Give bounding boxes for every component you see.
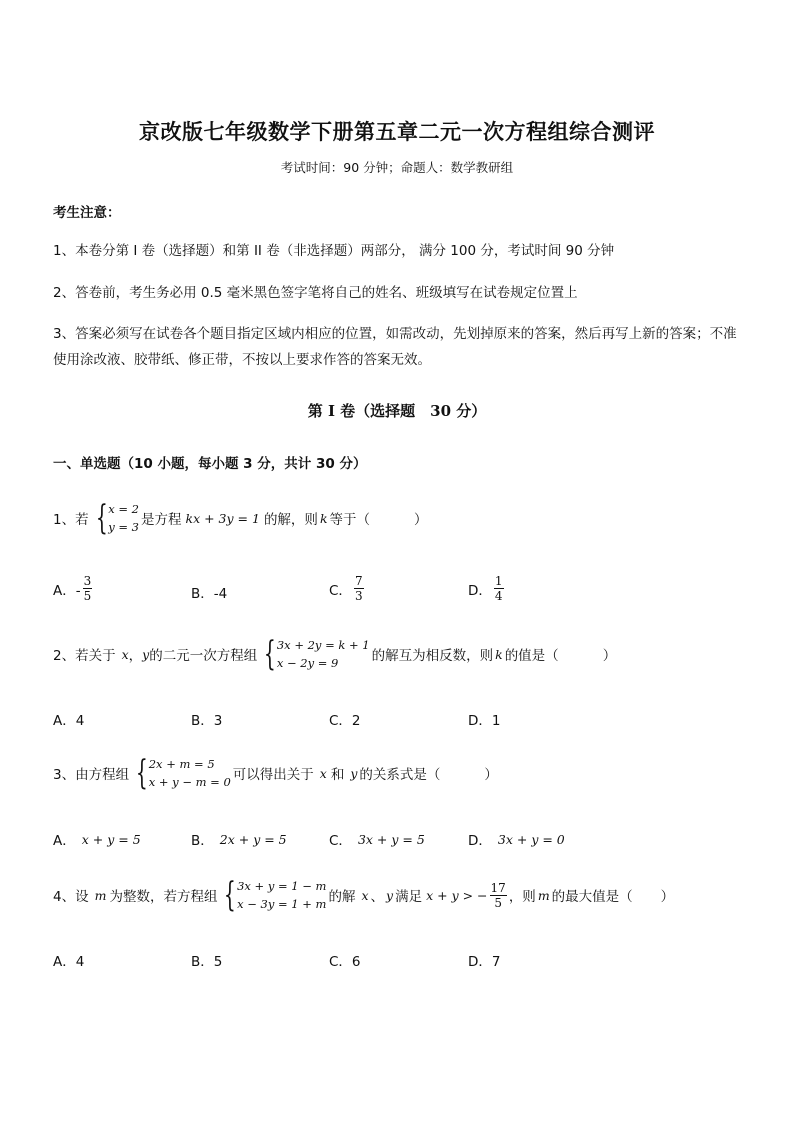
option-a[interactable]: A．4 <box>53 954 85 970</box>
brace-symbol: { <box>95 498 108 538</box>
q1-system <box>91 500 139 536</box>
q4-inequality: x + y > − <box>426 887 488 903</box>
option-a[interactable]: A．4 <box>53 713 85 729</box>
q1-system-eq2: y = 3 <box>108 520 139 534</box>
q2-prefix: 2、若关于 <box>53 648 116 664</box>
option-c[interactable]: C．6 <box>329 954 361 970</box>
q3-suffix: 的关系式是（ <box>359 767 441 783</box>
q4-system-eq1: 3x + y = 1 − m <box>237 879 327 893</box>
notice-item: 2、答卷前，考生务必用 0.5 毫米黑色签字笔将自己的姓名、班级填写在试卷规定位置上 <box>53 285 578 301</box>
exam-info: 考试时间：90 分钟；命题人：数学教研组 <box>280 160 514 175</box>
q3-close: ） <box>484 767 498 783</box>
option-c[interactable]: C． $\frac{7}{3}$ <box>329 574 363 603</box>
question-1 <box>53 500 428 536</box>
fraction: $\frac{7}{3}$ <box>354 574 363 603</box>
q1-mid: 是方程 <box>141 512 182 528</box>
option-a[interactable]: A． x + y = 5 <box>53 831 141 849</box>
q3-system-eq1: 2x + m = 5 <box>148 757 215 771</box>
brace-symbol: { <box>135 753 148 793</box>
q4-mid-a: 为整数，若方程组 <box>109 889 218 905</box>
q2-suffix-a: 的解互为相反数，则 <box>371 648 494 664</box>
q2-system-eq1: 3x + 2y = k + 1 <box>276 638 370 652</box>
q1-variable: k <box>319 510 328 526</box>
q4-prefix: 4、设 <box>53 889 89 905</box>
section-title: 第 I 卷（选择题 30 分） <box>307 402 487 420</box>
option-b[interactable]: B．3 <box>191 713 223 729</box>
option-b[interactable]: B． 2x + y = 5 <box>191 831 287 849</box>
option-d[interactable]: D．7 <box>468 954 501 970</box>
q2-close: ） <box>602 648 617 664</box>
q3-system <box>131 755 231 791</box>
q3-mid: 可以得出关于 <box>232 767 314 783</box>
part-title: 一、单选题（10 小题，每小题 3 分，共计 30 分） <box>53 456 367 472</box>
option-d[interactable]: D． 3x + y = 0 <box>468 831 565 849</box>
q1-suffix-b: 等于（ <box>329 512 371 528</box>
option-d[interactable]: D．1 <box>468 713 501 729</box>
brace-symbol: { <box>264 634 276 674</box>
q3-system-eq2: x + y − m = 0 <box>148 775 231 789</box>
q2-variable: k <box>495 646 503 662</box>
q2-mid: 的二元一次方程组 <box>149 648 258 664</box>
brace-symbol: { <box>224 875 237 915</box>
q3-prefix: 3、由方程组 <box>53 767 130 783</box>
question-4: 4、设 m 为整数，若方程组 { 3x + y = 1 − m x − 3y = 1 + m 的解 x 、 y 满足 x + y > − $\frac{17}{5}$ ，则 m 的最大值是（ ） <box>53 875 675 915</box>
question-2: 2、若关于 x ， y 的二元一次方程组 { 3x + 2y = k + 1 x − 2y = 9 的解互为相反数，则 k 的值是（ ） <box>53 634 617 674</box>
q4-system-eq2: x − 3y = 1 + m <box>237 897 327 911</box>
q1-close: ） <box>414 512 428 528</box>
option-a[interactable]: A．- $\frac{3}{5}$ <box>53 574 92 603</box>
q2-system <box>259 636 369 672</box>
option-c[interactable]: C．2 <box>329 713 361 729</box>
option-b[interactable]: B．5 <box>191 954 223 970</box>
q4-suffix: 的最大值是（ <box>551 889 633 905</box>
option-c[interactable]: C． 3x + y = 5 <box>329 831 425 849</box>
option-d[interactable]: D． $\frac{1}{4}$ <box>468 574 503 603</box>
q1-equation: kx + 3y = 1 <box>185 510 260 526</box>
q4-close: ） <box>660 889 675 905</box>
page-title: 京改版七年级数学下册第五章二元一次方程组综合测评 <box>139 119 655 144</box>
option-b[interactable]: B．-4 <box>191 586 228 602</box>
question-3: 3、由方程组 { 2x + m = 5 x + y − m = 0 可以得出关于 x 和 y 的关系式是（ ） <box>53 753 498 793</box>
q1-prefix: 1、若 <box>53 512 89 528</box>
q2-system-eq2: x − 2y = 9 <box>276 656 339 670</box>
notice-label: 考生注意： <box>53 205 121 221</box>
q2-suffix-b: 的值是（ <box>504 648 559 664</box>
q4-system <box>219 877 326 913</box>
q1-system-eq1: x = 2 <box>108 502 139 516</box>
fraction: $\frac{17}{5}$ <box>490 880 506 910</box>
notice-item: 1、本卷分第 I 卷（选择题）和第 II 卷（非选择题）两部分， 满分 100 分，考试时间 90 分钟 <box>53 243 615 259</box>
notice-item: 3、答案必须写在试卷各个题目指定区域内相应的位置，如需改动，先划掉原来的答案，然后再写上新的答案；不准使用涂改液、胶带纸、修正带，不按以上要求作答的答案无效。 <box>53 326 737 368</box>
fraction: $\frac{3}{5}$ <box>83 574 92 603</box>
fraction: $\frac{1}{4}$ <box>494 574 503 603</box>
q1-suffix-a: 的解，则 <box>263 512 318 528</box>
